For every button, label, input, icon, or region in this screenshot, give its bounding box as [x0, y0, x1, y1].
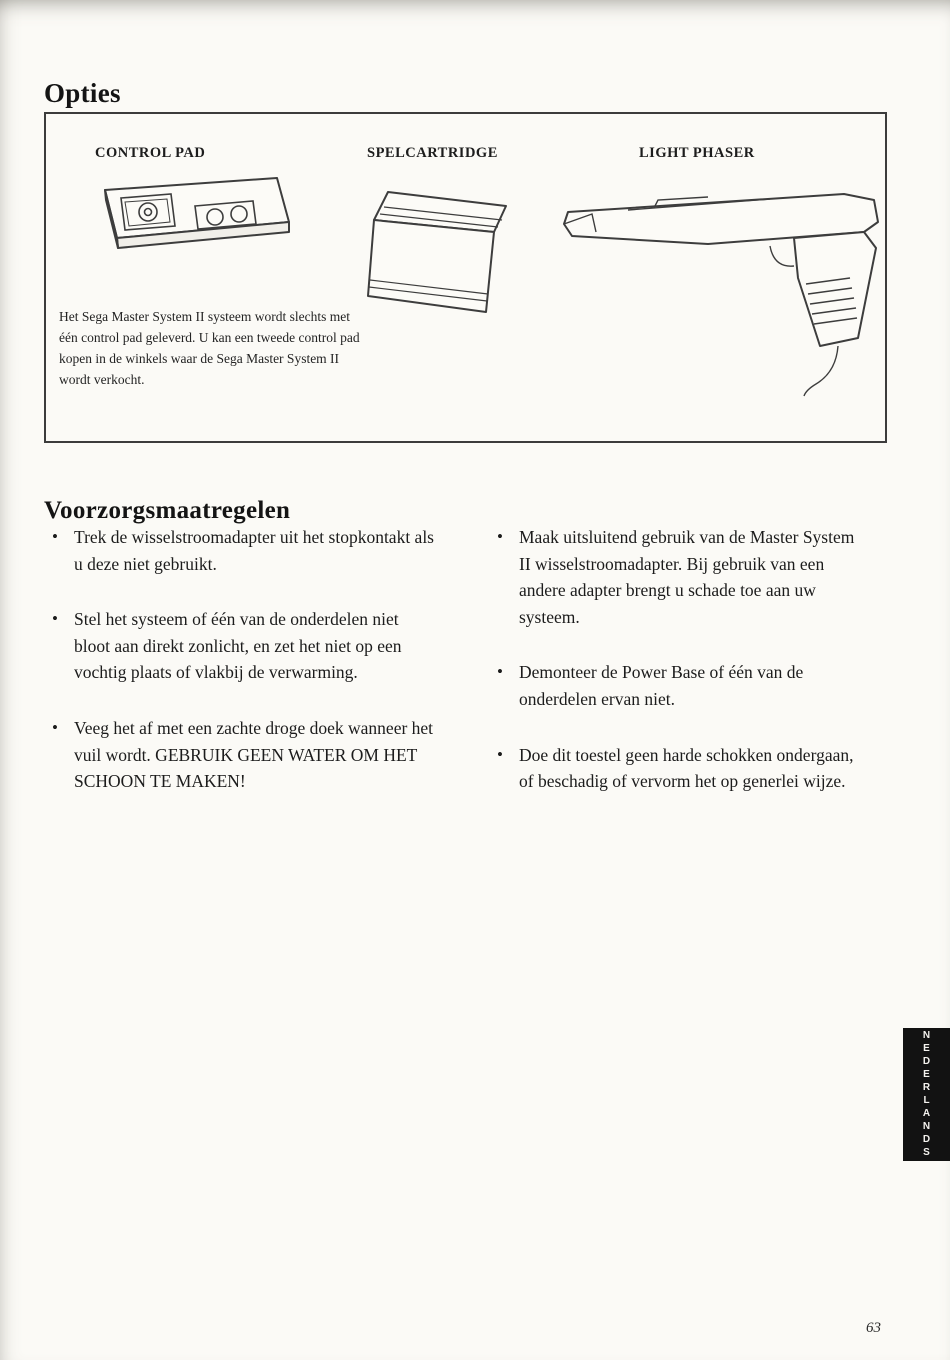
- precaution-text: Veeg het af met een zachte droge doek wanneer het vuil wordt. GEBRUIK GEEN WATER OM HET SCHOON TE MAKEN!: [74, 717, 434, 792]
- list-item: [495, 742, 857, 795]
- bullet-icon: •: [52, 527, 58, 546]
- list-item: [495, 659, 857, 712]
- list-item: [495, 524, 857, 630]
- options-illustration-box: [44, 112, 887, 443]
- list-item: [50, 606, 435, 686]
- language-tab-nederlands: [903, 1028, 950, 1161]
- bullet-icon: •: [52, 717, 58, 737]
- precaution-text: Demonteer de Power Base of één van de onderdelen ervan niet.: [519, 662, 804, 709]
- bullet-icon: •: [497, 662, 503, 682]
- precautions-right-column: [495, 524, 857, 824]
- list-item: [50, 715, 435, 795]
- bullet-icon: •: [497, 744, 503, 764]
- bullet-icon: •: [497, 527, 503, 546]
- light-phaser-illustration: [558, 186, 893, 398]
- control-pad-illustration: [91, 172, 301, 272]
- precautions-left-column: [50, 524, 435, 824]
- page-number: 63: [866, 1320, 881, 1336]
- bullet-icon: •: [52, 609, 58, 629]
- control-pad-caption: Het Sega Master System II systeem wordt slechts met één control pad geleverd. U kan een tweede control pad kopen in de winkels waar de Sega Master System II wordt verkocht.: [59, 308, 360, 388]
- precaution-text: Stel het systeem of één van de onderdelen niet bloot aan direkt zonlicht, en zet het niet op een vochtig plaats of vlakbij de verwarming.: [74, 609, 402, 683]
- cartridge-illustration: [358, 180, 518, 330]
- list-item: [50, 524, 435, 577]
- precaution-text: Maak uitsluitend gebruik van de Master System II wisselstroomadapter. Bij gebruik van een andere adapter brengt u schade toe aan uw systeem.: [519, 527, 855, 627]
- language-tab-text: NEDERLANDS: [921, 1029, 932, 1160]
- control-pad-label: CONTROL PAD: [95, 145, 206, 161]
- light-phaser-label: LIGHT PHASER: [639, 145, 755, 161]
- page-title: Opties: [44, 78, 121, 109]
- cartridge-label: SPELCARTRIDGE: [367, 145, 498, 161]
- precaution-text: Trek de wisselstroomadapter uit het stopkontakt als u deze niet gebruikt.: [74, 527, 434, 574]
- precaution-text: Doe dit toestel geen harde schokken ondergaan, of beschadig of vervorm het op generlei wijze.: [519, 744, 854, 792]
- precautions-title: Voorzorgsmaatregelen: [44, 496, 291, 524]
